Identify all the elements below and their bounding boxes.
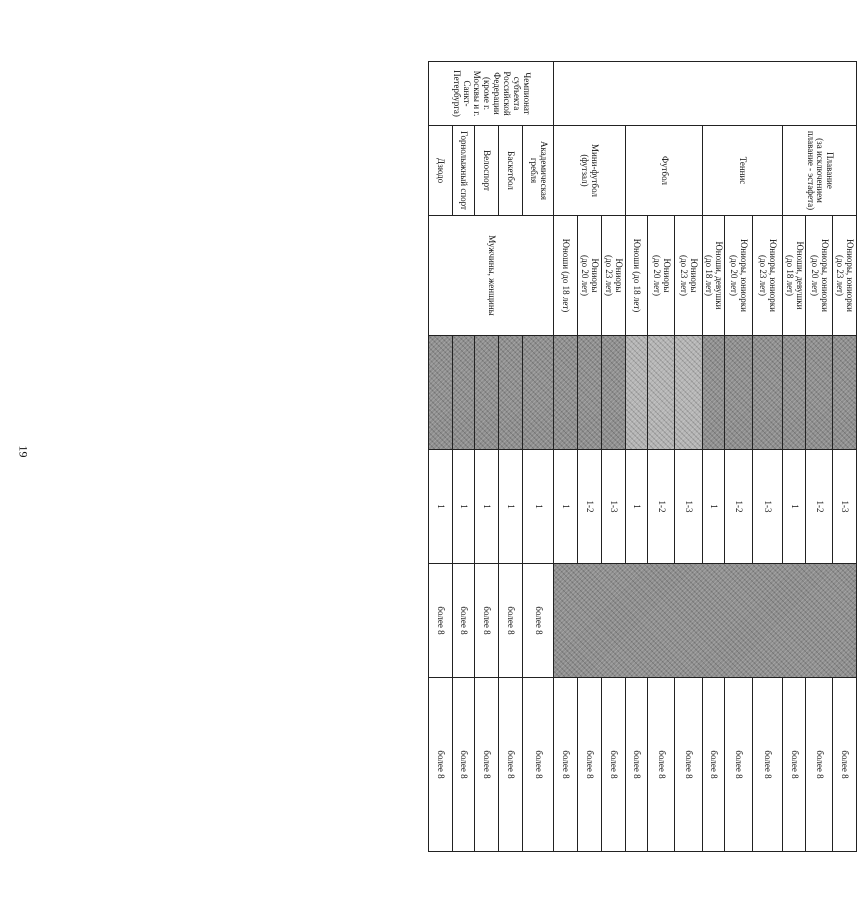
places-cell: 1-3 — [602, 450, 626, 564]
places-cell: 1 — [703, 450, 725, 564]
shaded-cell — [523, 336, 554, 450]
places-cell: 1-2 — [725, 450, 753, 564]
participants-cell: более 8 — [523, 678, 554, 852]
participants-cell: более 8 — [753, 678, 783, 852]
group-cell: Юноши (до 18 лет) — [554, 216, 578, 336]
table-row — [453, 62, 475, 852]
table-row — [753, 62, 783, 852]
table-row — [675, 62, 703, 852]
participants-cell: более 8 — [783, 678, 806, 852]
sport-cell: Велоспорт — [475, 126, 499, 216]
group-cell: Юниоры, юниорки (до 23 лет) — [833, 216, 857, 336]
sport-cell: Футбол — [626, 126, 703, 216]
shaded-cell — [453, 336, 475, 450]
championship-cell: Чемпионат субъекта Российской Федерации (кроме г. Москвы и г. Санкт-Петербурга) — [429, 62, 554, 126]
shaded-cell — [675, 336, 703, 450]
participants-cell: более 8 — [475, 678, 499, 852]
participants-cell: более 8 — [833, 678, 857, 852]
shaded-cell — [429, 336, 453, 450]
participants-cell: более 8 — [499, 678, 523, 852]
participants-cell: более 8 — [675, 678, 703, 852]
participants-cell: более 8 — [578, 678, 602, 852]
participants-cell: более 8 — [602, 678, 626, 852]
shaded-cell — [475, 336, 499, 450]
shaded-cell — [783, 336, 806, 450]
group-cell: Юноши, девушки (до 18 лет) — [783, 216, 806, 336]
places-cell: 1 — [523, 450, 554, 564]
table-row — [602, 62, 626, 852]
shaded-cell — [703, 336, 725, 450]
places-cell: 1-3 — [833, 450, 857, 564]
places-cell: 1-2 — [648, 450, 675, 564]
sports-classification-table — [428, 61, 857, 852]
participants-cell: более 8 — [523, 564, 554, 678]
participants-cell: более 8 — [453, 564, 475, 678]
participants-cell: более 8 — [475, 564, 499, 678]
group-cell: Юноши, девушки (до 18 лет) — [703, 216, 725, 336]
table-row — [429, 62, 453, 852]
places-cell: 1-3 — [675, 450, 703, 564]
rotated-table-container — [436, 61, 857, 851]
shaded-cell — [725, 336, 753, 450]
shaded-cell — [554, 564, 857, 678]
places-cell: 1 — [783, 450, 806, 564]
table-row — [833, 62, 857, 852]
participants-cell: более 8 — [806, 678, 833, 852]
shaded-cell — [753, 336, 783, 450]
sport-cell: Баскетбол — [499, 126, 523, 216]
sport-cell: Академическая гребля — [523, 126, 554, 216]
shaded-cell — [648, 336, 675, 450]
shaded-cell — [833, 336, 857, 450]
sport-cell: Теннис — [703, 126, 783, 216]
shaded-cell — [626, 336, 648, 450]
shaded-cell — [602, 336, 626, 450]
group-cell: Юниоры (до 23 лет) — [602, 216, 626, 336]
shaded-cell — [578, 336, 602, 450]
participants-cell: более 8 — [648, 678, 675, 852]
places-cell: 1 — [475, 450, 499, 564]
participants-cell: более 8 — [453, 678, 475, 852]
participants-cell: более 8 — [429, 678, 453, 852]
group-cell: Юноши (до 18 лет) — [626, 216, 648, 336]
group-cell: Юниоры, юниорки (до 20 лет) — [725, 216, 753, 336]
participants-cell: более 8 — [499, 564, 523, 678]
participants-cell: более 8 — [429, 564, 453, 678]
group-cell: Юниоры (до 20 лет) — [648, 216, 675, 336]
group-cell: Юниоры, юниорки (до 20 лет) — [806, 216, 833, 336]
sport-cell: Дзюдо — [429, 126, 453, 216]
places-cell: 1 — [453, 450, 475, 564]
table-row — [523, 62, 554, 852]
participants-cell: более 8 — [725, 678, 753, 852]
participants-cell: более 8 — [554, 678, 578, 852]
group-cell: Юниоры (до 20 лет) — [578, 216, 602, 336]
places-cell: 1 — [429, 450, 453, 564]
places-cell: 1-2 — [578, 450, 602, 564]
table-row — [499, 62, 523, 852]
places-cell: 1-2 — [806, 450, 833, 564]
places-cell: 1 — [499, 450, 523, 564]
sport-cell: Мини-футбол (футзал) — [554, 126, 626, 216]
places-cell: 1-3 — [753, 450, 783, 564]
shaded-cell — [806, 336, 833, 450]
table-row — [475, 62, 499, 852]
places-cell: 1 — [554, 450, 578, 564]
empty-cell — [554, 62, 857, 126]
places-cell: 1 — [626, 450, 648, 564]
group-cell: Юниоры (до 23 лет) — [675, 216, 703, 336]
group-cell: Юниоры, юниорки (до 23 лет) — [753, 216, 783, 336]
shaded-cell — [554, 336, 578, 450]
participants-cell: более 8 — [626, 678, 648, 852]
shaded-cell — [499, 336, 523, 450]
participants-cell: более 8 — [703, 678, 725, 852]
page-number: 19 — [16, 445, 31, 458]
sport-cell: Плавание (за исключением плавание - эстафета) — [783, 126, 857, 216]
group-cell: Мужчины, женщины — [429, 216, 554, 336]
sport-cell: Горнолыжный спорт — [453, 126, 475, 216]
